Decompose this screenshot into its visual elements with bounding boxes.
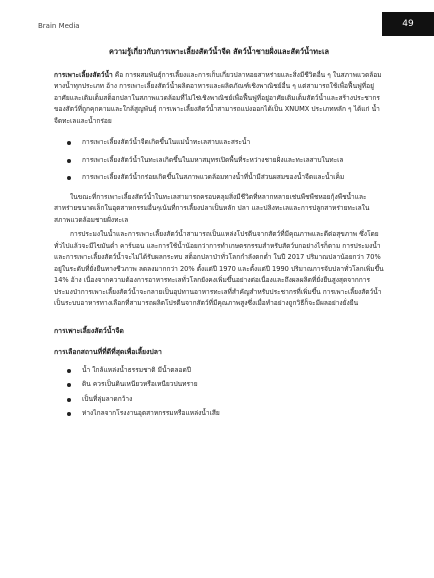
list-item: การเพาะเลี้ยงสัตว์น้ำจืดเกิดขึ้นในแม่น้ำทะเลสาบและสระน้ำ <box>54 137 384 149</box>
list-item: น้ำ ใกล้แหล่งน้ำธรรมชาติ มีน้ำตลอดปี <box>54 365 384 377</box>
intro-text: คือ การผสมพันธุ์การเลี้ยงและการเก็บเกี่ยวปลาหอยสาหร่ายและสิ่งมีชีวิตอื่น ๆ ในสภาพแวดล้อมทางน้ำทุกประเภท อ้าง การเพาะเลี้ยงสัตว์น้ำผลิตอาหารและผลิตภัณฑ์เชิงพาณิชย์อื่น ๆ แต่สามารถใช้เพื่อฟื้นฟูที่อยู่อาศัยและเติมเต็มสต็อกปลาในสภาพแวดล้อมที่ไม่ใช่เชิงพาณิชย์เพื่อฟื้นฟูที่อยู่อาศัยเติมเต็มสัตว์น้ำและสร้างประชากรของสัตว์ที่ถูกคุกคามและใกล้สูญพันธุ์ การเพาะเลี้ยงสัตว์น้ำสามารถแบ่งออกได้เป็น XNUMX ประเภทหลัก ๆ ได้แก่ น้ำจืดทะเลและน้ำกร่อย <box>54 70 382 125</box>
body-paragraph: ในขณะที่การเพาะเลี้ยงสัตว์น้ำในทะเลสามารถครอบคลุมสิ่งมีชีวิตที่หลากหลายเช่นพืชพืชหอยกุ้งพืชน้ำและสาหร่ายขนาดเล็กในอุตสาหกรรมอื่นๆเน้นที่การเลี้ยงปลาเป็นหลัก ปลา และปลิงทะเลและการปลูกสาหร่ายทะเลในสภาพแวดล้อมชายฝั่งทะเล <box>54 192 370 224</box>
body-paragraph: การประมงในน้ำและการเพาะเลี้ยงสัตว์น้ำสามารถเป็นแหล่งโปรตีนจากสัตว์ที่มีคุณภาพและดีต่อสุขภาพ ซึ่งโดยทั่วไปแล้วจะมีไขมันต่ำ คาร์บอน และการใช้น้ำน้อยกว่าการทำเกษตรกรรมสำหรับสัตว์บกอย่างไรก็ตาม การประมงน้ำและการเพาะเลี้ยงสัตว์น้ำจะไม่ได้รับผลกระทบ สต็อกปลาป่าทั่วโลกกำลังตกต่ำ ในปี 2017 ปริมาณปลาน้อยกว่า 70% อยู่ในระดับที่ยั่งยืนทางชีวภาพ ลดลงมากกว่า 20% ตั้งแต่ปี 1970 และตั้งแต่ปี 1990 ปริมาณการจับปลาทั่วโลกเพิ่มขึ้น 14% อ้าง เนื่องจากความต้องการอาหารทะเลทั่วโลกยังคงเพิ่มขึ้นอย่างต่อเนื่องและถึงผลผลิตที่ยั่งยืนสูงสุดจากการประมงป่าการเพาะเลี้ยงสัตว์น้ำจะกลายเป็นอุปทานอาหารทะเลที่สำคัญสำหรับประชากรที่เพิ่มขึ้น การเพาะเลี้ยงสัตว์น้ำเป็นระบบอาหารทางเลือกที่สามารถผลิตโปรตีนจากสัตว์ที่มีคุณภาพสูงซึ่งเมื่อทำอย่างถูกวิธีก็จะมีผลอย่างยั่งยืน <box>54 230 384 307</box>
intro-term: การเพาะเลี้ยงสัตว์น้ำ <box>54 70 113 79</box>
list-item: ดิน ควรเป็นดินเหนียวหรือเหนียวปนทราย <box>54 379 384 391</box>
page-number: 49 <box>382 12 434 36</box>
page-title: ความรู้เกี่ยวกับการเพาะเลี้ยงสัตว์น้ำจืด สัตว์น้ำชายฝั่งและสัตว์น้ำทะเล <box>108 47 330 56</box>
location-criteria-list <box>54 365 384 420</box>
aquaculture-types-list <box>54 137 384 184</box>
list-item: การเพาะเลี้ยงสัตว์น้ำกร่อยเกิดขึ้นในสภาพแวดล้อมทางน้ำที่น้ำมีส่วนผสมของน้ำจืดและน้ำเค็ม <box>54 172 384 184</box>
list-item: การเพาะเลี้ยงสัตว์น้ำในทะเลเกิดขึ้นในมหาสมุทรเปิดพื้นที่ระหว่างชายฝั่งและทะเลสาบในทะเล <box>54 155 384 167</box>
header-brand: Brain Media <box>38 22 80 30</box>
page-content <box>54 40 384 428</box>
section-heading: การเพาะเลี้ยงสัตว์น้ำจืด <box>54 326 124 335</box>
list-item: เป็นที่ลุ่มลาดกว้าง <box>54 394 384 406</box>
intro-paragraph <box>54 70 384 128</box>
list-item: ห่างไกลจากโรงงานอุตสาหกรรมหรือแหล่งน้ำเสีย <box>54 408 384 420</box>
subsection-heading: การเลือกสถานที่ที่ดีที่สุดเพื่อเลี้ยงปลา <box>54 348 162 356</box>
